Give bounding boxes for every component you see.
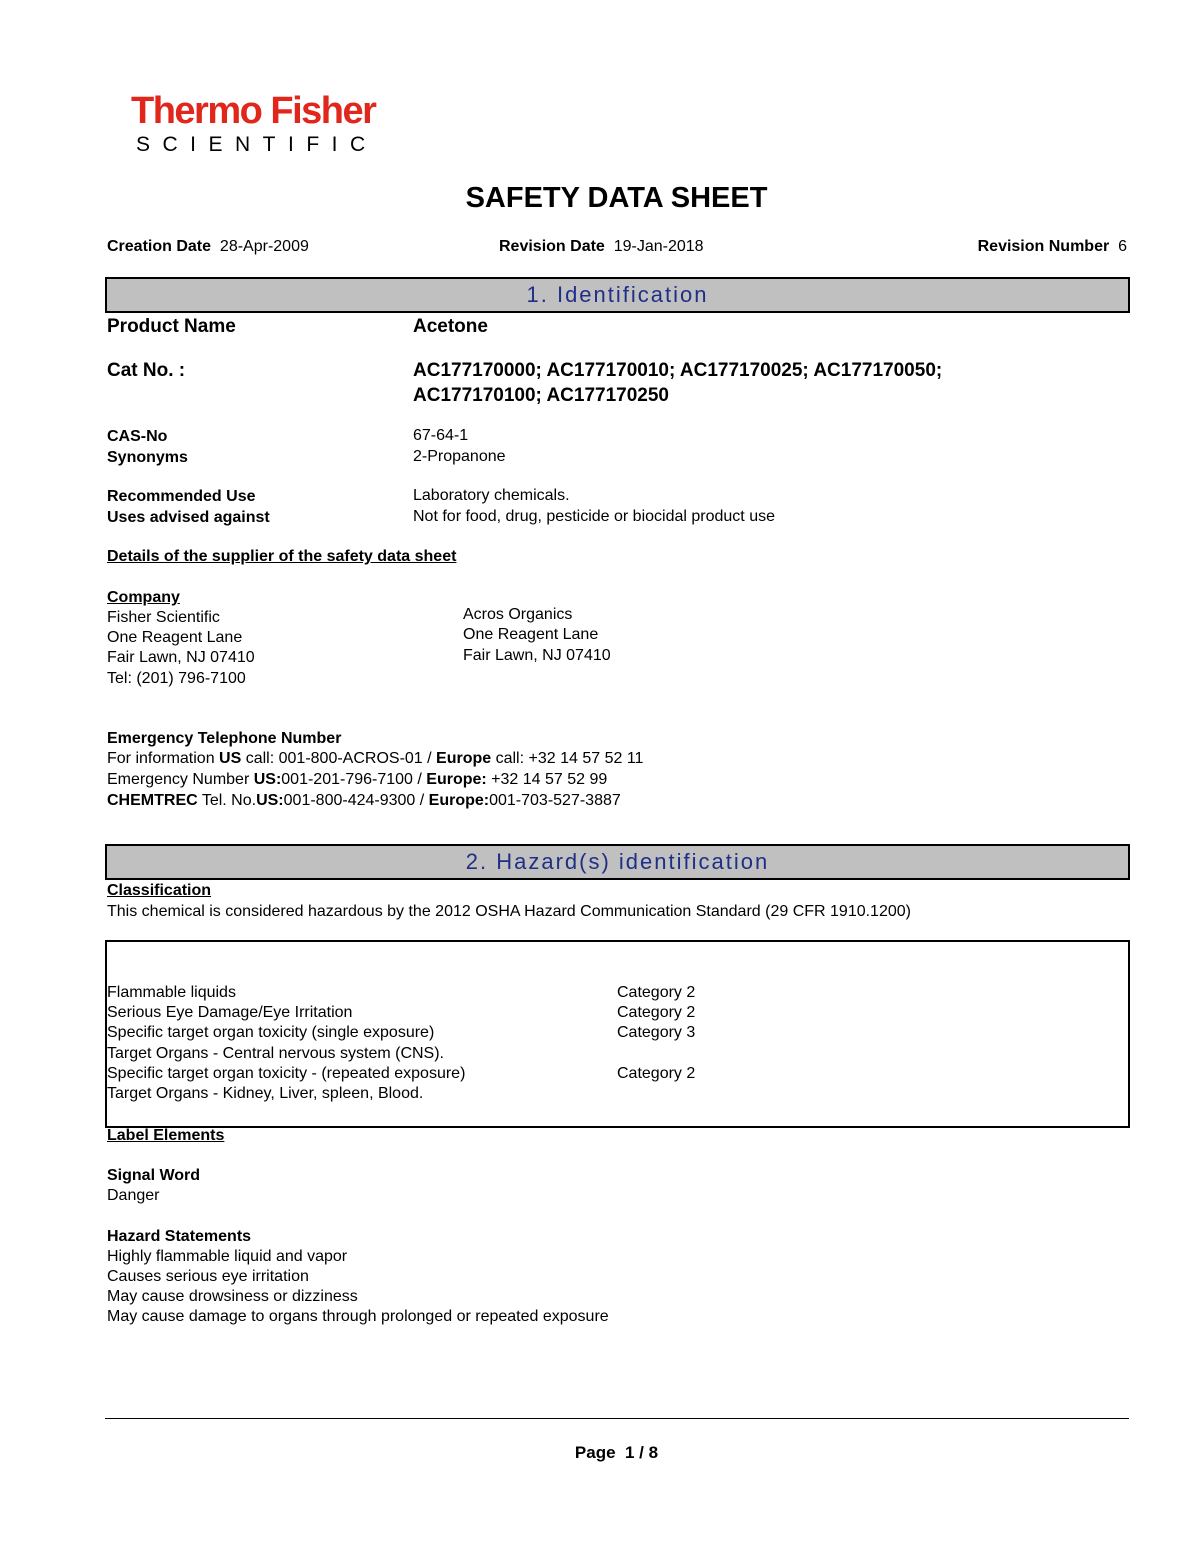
class-row-name: Flammable liquids <box>107 984 236 1001</box>
product-name-label: Product Name <box>107 316 236 337</box>
signal-word-value: Danger <box>107 1187 160 1204</box>
signal-word-heading: Signal Word <box>107 1167 201 1184</box>
revision-date <box>499 239 704 255</box>
emergency-line-1-c: call: 001-800-ACROS-01 / <box>241 750 437 767</box>
revision-number <box>978 239 1127 255</box>
cat-no-label: Cat No. : <box>107 360 186 381</box>
page-number <box>0 1444 1200 1461</box>
hazard-statement: May cause drowsiness or dizziness <box>107 1288 358 1305</box>
emergency-line-3-f: 001-703-527-3887 <box>489 792 621 809</box>
revision-date-label: Revision Date <box>499 238 605 255</box>
revision-number-value: 6 <box>1118 238 1127 255</box>
brand-logo-wordmark: Thermo Fisher <box>131 90 376 132</box>
cas-value: 67-64-1 <box>413 427 469 444</box>
document-title: SAFETY DATA SHEET <box>465 182 768 214</box>
synonyms-label: Synonyms <box>107 449 188 466</box>
emergency-line-3-e: Europe: <box>428 792 490 809</box>
class-row-name: Target Organs - Kidney, Liver, spleen, Blood. <box>107 1085 424 1102</box>
hazard-statements-heading: Hazard Statements <box>107 1228 252 1245</box>
classification-heading: Classification <box>107 882 212 899</box>
emergency-line-2-d: Europe: <box>426 771 487 788</box>
emergency-heading: Emergency Telephone Number <box>107 730 342 747</box>
hazard-statement: Causes serious eye irritation <box>107 1268 309 1285</box>
creation-date-value: 28-Apr-2009 <box>219 238 309 255</box>
emergency-line-2-e: +32 14 57 52 99 <box>486 771 608 788</box>
revision-date-value: 19-Jan-2018 <box>613 238 704 255</box>
uses-advised-against-label: Uses advised against <box>107 509 270 526</box>
emergency-line-2-a: Emergency Number <box>107 771 254 788</box>
emergency-line-2-b: US: <box>253 771 282 788</box>
emergency-line-1-d: Europe <box>436 750 492 767</box>
company-heading: Company <box>107 589 180 606</box>
supplier-details-heading: Details of the supplier of the safety data sheet <box>107 548 457 565</box>
revision-number-label: Revision Number <box>977 238 1110 255</box>
emergency-line-2 <box>107 772 607 788</box>
section-2-title: 2. Hazard(s) identification <box>465 849 770 874</box>
class-row-name: Specific target organ toxicity (single exposure) <box>107 1024 435 1041</box>
emergency-line-3-a: CHEMTREC <box>107 792 198 809</box>
section-2-header <box>105 844 1130 880</box>
emergency-line-1-b: US <box>219 750 242 767</box>
class-row-category: Category 2 <box>617 1004 696 1021</box>
company-right-line-3: Fair Lawn, NJ 07410 <box>463 647 611 664</box>
emergency-line-3-c: US: <box>256 792 284 809</box>
hazard-statement: May cause damage to organs through prolonged or repeated exposure <box>107 1308 609 1325</box>
section-1-header <box>105 277 1130 313</box>
company-left-line-1: Fisher Scientific <box>107 609 220 626</box>
emergency-line-3-d: 001-800-424-9300 / <box>283 792 429 809</box>
page-value: 1 / 8 <box>625 1443 659 1462</box>
class-row-category: Category 2 <box>617 1065 696 1082</box>
cat-no-line-2: AC177170100; AC177170250 <box>413 385 669 406</box>
creation-date-label: Creation Date <box>107 238 212 255</box>
hazard-statement: Highly flammable liquid and vapor <box>107 1248 348 1265</box>
brand-logo-subtitle: SCIENTIFIC <box>136 133 378 156</box>
synonyms-value: 2-Propanone <box>413 448 506 465</box>
company-right-line-1: Acros Organics <box>463 606 573 623</box>
uses-advised-against-value: Not for food, drug, pesticide or biocidal product use <box>413 508 775 525</box>
page-label: Page <box>574 1443 616 1462</box>
footer-divider <box>105 1418 1129 1419</box>
recommended-use-value: Laboratory chemicals. <box>413 487 570 504</box>
emergency-line-2-c: 001-201-796-7100 / <box>281 771 427 788</box>
creation-date <box>107 239 309 255</box>
cat-no-line-1: AC177170000; AC177170010; AC177170025; AC177170050; <box>413 360 943 381</box>
label-elements-heading: Label Elements <box>107 1127 225 1144</box>
section-1-title: 1. Identification <box>526 282 709 307</box>
company-right-line-2: One Reagent Lane <box>463 626 599 643</box>
class-row-name: Serious Eye Damage/Eye Irritation <box>107 1004 353 1021</box>
recommended-use-label: Recommended Use <box>107 488 256 505</box>
class-row-category: Category 2 <box>617 984 696 1001</box>
emergency-line-1-a: For information <box>107 750 220 767</box>
class-row-category: Category 3 <box>617 1024 696 1041</box>
classification-text: This chemical is considered hazardous by the 2012 OSHA Hazard Communication Standard (29 CFR 1910.1200) <box>107 903 911 920</box>
class-row-name: Specific target organ toxicity - (repeated exposure) <box>107 1065 466 1082</box>
company-left-line-2: One Reagent Lane <box>107 629 243 646</box>
company-left-line-4: Tel: (201) 796-7100 <box>107 670 246 687</box>
class-row-name: Target Organs - Central nervous system (CNS). <box>107 1045 444 1062</box>
emergency-line-3-b: Tel. No. <box>197 792 257 809</box>
emergency-line-1-e: call: +32 14 57 52 11 <box>491 750 644 767</box>
emergency-line-1 <box>107 751 643 767</box>
cas-label: CAS-No <box>107 428 168 445</box>
emergency-line-3 <box>107 793 621 809</box>
product-name-value: Acetone <box>413 316 488 337</box>
company-left-line-3: Fair Lawn, NJ 07410 <box>107 649 255 666</box>
